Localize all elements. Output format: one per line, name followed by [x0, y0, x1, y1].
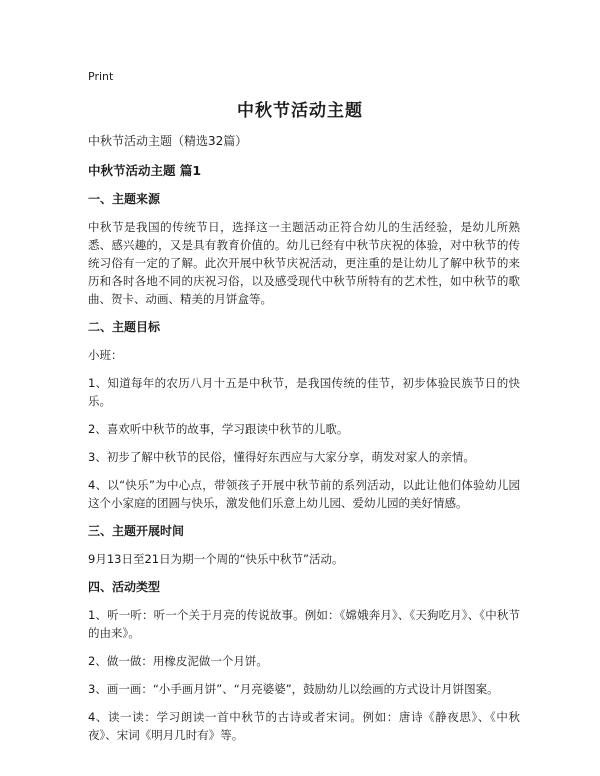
activity-item: 4、读一读：学习朗读一首中秋节的古诗或者宋词。例如：唐诗《静夜思》、《中秋夜》、宋词《明月几时有》等。: [88, 710, 520, 742]
activity-item: 2、做一做：用橡皮泥做一个月饼。: [88, 654, 268, 668]
activity-item: 1、听一听：听一个关于月亮的传说故事。例如：《嫦娥奔月》、《天狗吃月》、《中秋节的由来》。: [88, 608, 520, 640]
page-title: 中秋节活动主题: [237, 101, 363, 121]
print-link[interactable]: Print: [88, 70, 114, 83]
goals-group-label: 小班：: [88, 348, 123, 362]
paragraph-time: 9月13日至21日为期一个周的“快乐中秋节”活动。: [88, 552, 344, 566]
section-heading-time: 三、主题开展时间: [88, 524, 185, 538]
chapter-heading: 中秋节活动主题 篇1: [88, 163, 202, 178]
goal-item: 4、以“快乐”为中心点，带领孩子开展中秋节前的系列活动，以此让他们体验幼儿园这个小家庭的团圆与快乐，激发他们乐意上幼儿园、爱幼儿园的美好情感。: [88, 478, 520, 510]
goal-item: 3、初步了解中秋节的民俗，懂得好东西应与大家分享，萌发对家人的亲情。: [88, 450, 475, 464]
section-heading-goals: 二、主题目标: [88, 320, 161, 334]
section-heading-types: 四、活动类型: [88, 580, 161, 594]
goal-item: 1、知道每年的农历八月十五是中秋节，是我国传统的佳节，初步体验民族节日的快乐。: [88, 376, 520, 408]
document-subtitle: 中秋节活动主题（精选32篇）: [88, 134, 248, 148]
section-heading-source: 一、主题来源: [88, 192, 161, 206]
activity-item: 3、画一画：“小手画月饼”、“月亮婆婆”，鼓励幼儿以绘画的方式设计月饼图案。: [88, 682, 499, 696]
goal-item: 2、喜欢听中秋节的故事，学习跟读中秋节的儿歌。: [88, 422, 349, 436]
document-body: [88, 132, 520, 754]
paragraph-source: 中秋节是我国的传统节日，选择这一主题活动正符合幼儿的生活经验，是幼儿所熟悉、感兴趣的，又是具有教育价值的。幼儿已经有中秋节庆祝的体验，对中秋节的传统习俗有一定的了解。此次开展中秋节庆祝活动，更注重的是让幼儿了解中秋节的来历和各时各地不同的庆祝习俗，以及感受现代中秋节所特有的艺术性，如中秋节的歌曲、贺卡、动画、精美的月饼盒等。: [88, 220, 520, 306]
